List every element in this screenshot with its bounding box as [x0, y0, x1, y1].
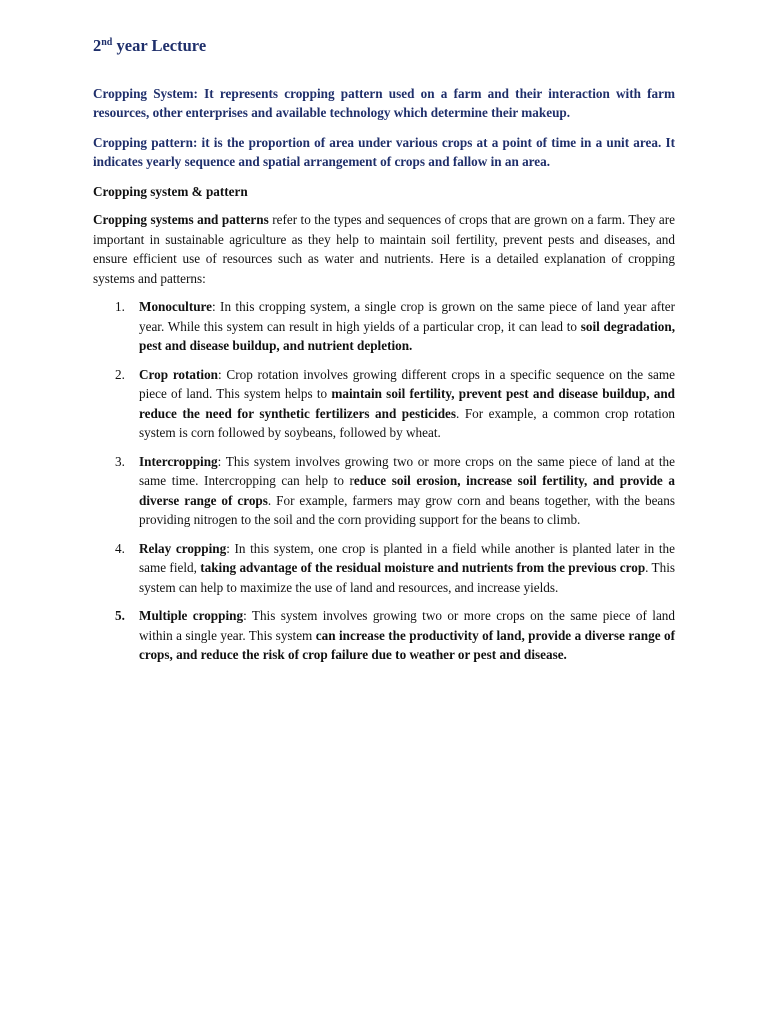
list-item-text: : In this cropping system, a single crop is grown on the same piece of land year after year. While this system can result in high yields of a particular crop, it can lead to	[139, 299, 675, 334]
list-item-number: 4.	[115, 540, 125, 556]
list-item-text: : In this system, one crop is planted in a field while another is planted later in the same field,	[139, 540, 675, 576]
list-item-text: : This system involves growing two or more crops on the same piece of land at the same time. Intercropping can help to r	[139, 453, 675, 489]
title-superscript: nd	[101, 37, 113, 48]
list-item-text-end: . For example, farmers may grow corn and beans together, with the beans providing nitrogen to the soil and the corn providing support for the beans to climb.	[139, 492, 676, 528]
list-item-number: 1.	[115, 299, 125, 315]
list-item-emphasis: taking advantage of the residual moisture and nutrients from the previous crop	[200, 560, 646, 576]
list-item-term: Monoculture	[139, 299, 213, 315]
list-item-term: Intercropping	[139, 453, 218, 469]
list-item-text: : Crop rotation involves growing different crops in a specific sequence on the same piece of land. This system helps to	[139, 366, 675, 402]
list-item-term: Relay cropping	[139, 540, 227, 556]
list-item-emphasis: maintain soil fertility, prevent pest and disease buildup, and reduce the need for synthetic fertilizers and pesticides	[139, 386, 675, 421]
list-item-emphasis: can increase the productivity of land, provide a diverse range of crops, and reduce the risk of crop failure due to weather or pest and disease.	[139, 627, 675, 663]
list-item-text: : This system involves growing two or more crops on the same piece of land within a single year. This system	[139, 608, 675, 643]
list-item	[93, 539, 675, 598]
list-item	[93, 452, 675, 530]
list-item-number: 3.	[115, 453, 125, 469]
lecture-title	[93, 36, 675, 56]
intro-paragraph	[93, 210, 675, 288]
document-page	[93, 36, 675, 674]
list-item	[93, 365, 675, 443]
list-item-term: Crop rotation	[139, 366, 218, 382]
list-item-text-end: . For example, a common crop rotation system is corn followed by soybeans, followed by wheat.	[139, 405, 676, 441]
list-item	[93, 297, 675, 356]
list-item-number: 2.	[115, 366, 125, 382]
intro-bold: Cropping systems and patterns	[93, 212, 269, 228]
list-item-term: Multiple cropping	[139, 608, 244, 624]
cropping-system-definition: Cropping System: It represents cropping pattern used on a farm and their interaction with farm resources, other enterprises and available technology which determine their makeup.	[93, 85, 675, 121]
cropping-systems-list	[93, 297, 675, 665]
list-item-text-end: . This system can help to maximize the use of land and resources, and increase yields.	[139, 560, 675, 595]
cropping-pattern-definition: Cropping pattern: it is the proportion of area under various crops at a point of time in a unit area. It indicates yearly sequence and spatial arrangement of crops and fallow in an area.	[93, 134, 675, 170]
list-item-emphasis: educe soil erosion, increase soil fertility, and provide a diverse range of crops	[139, 473, 675, 508]
title-rest: year Lecture	[112, 36, 207, 55]
list-item-number: 5.	[115, 608, 125, 624]
list-item	[93, 606, 675, 665]
title-prefix: 2	[93, 36, 102, 55]
list-item-emphasis: soil degradation, pest and disease buildup, and nutrient depletion.	[139, 318, 675, 354]
section-heading: Cropping system & pattern	[93, 183, 248, 199]
intro-text: refer to the types and sequences of crops that are grown on a farm. They are important in sustainable agriculture as they help to maintain soil fertility, prevent pests and diseases, and ensure efficient use of resources such as water and nutrients. Here is a detailed explanation of cropping systems and patterns:	[93, 212, 675, 286]
